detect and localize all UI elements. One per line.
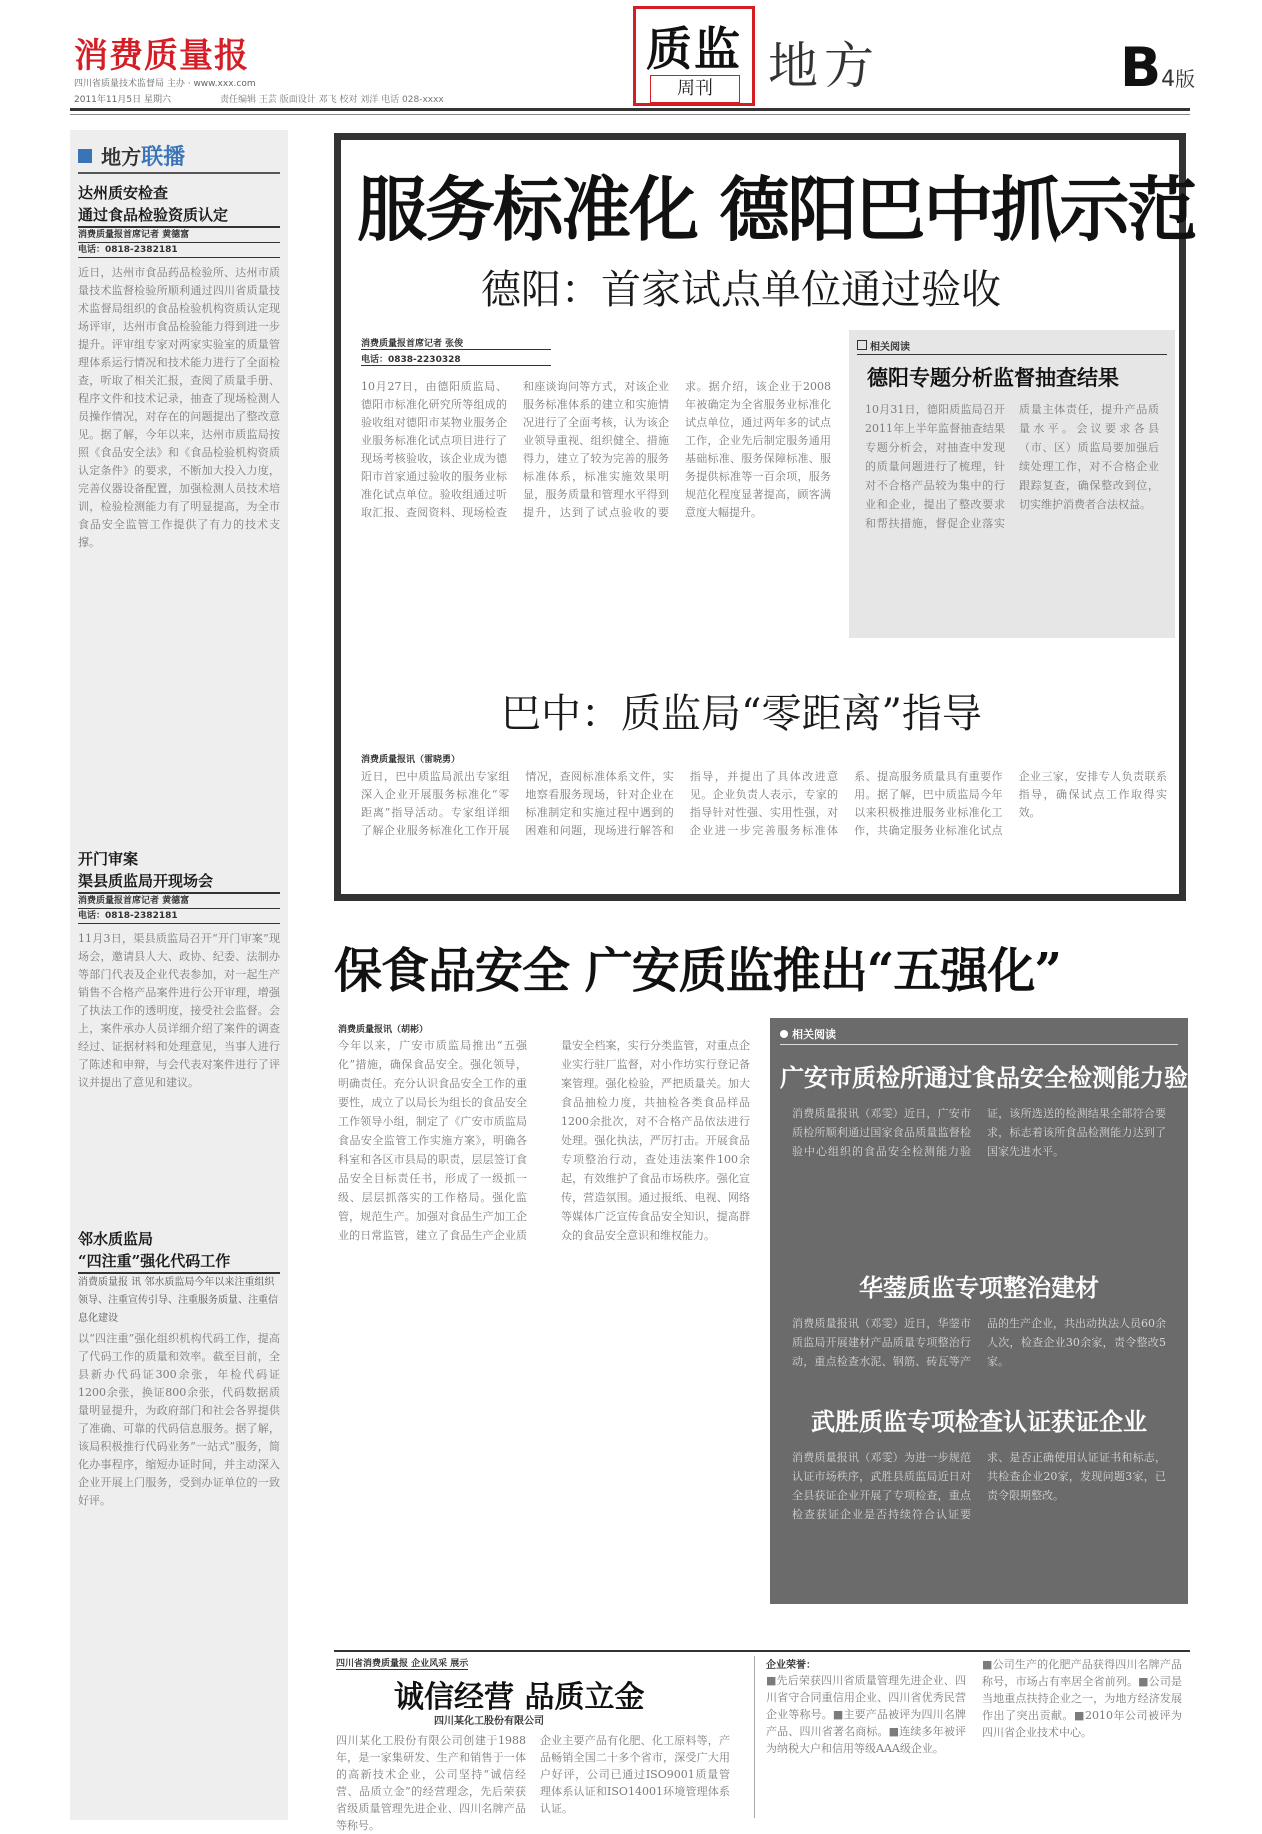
page-letter: B <box>1120 36 1162 99</box>
sidebar-title-a: 地方 <box>101 145 142 169</box>
main-story-frame <box>334 133 1196 901</box>
badge-sub-box <box>650 75 740 103</box>
sidebar-item-linshui <box>78 1228 280 1830</box>
sidebar-title-b: 联播 <box>141 144 186 170</box>
sidebar-title <box>78 140 185 171</box>
page-marker <box>1120 36 1195 99</box>
ad-col3: ■先后荣获四川省质量管理先进企业、四川省守合同重信用企业、四川省优秀民营企业等称号。■主要产品被评为四川名牌产品、四川省著名商标。■连续多年被评为纳税大户和信用等级AAA级企业。 <box>766 1674 966 1755</box>
sidebar-item-org: 达州质安检查 <box>78 184 169 202</box>
nav-line: 责任编辑 王芸 版面设计 邓飞 校对 刘洋 电话 028-xxxx <box>220 95 444 105</box>
guangan-related-box <box>770 1018 1212 1604</box>
page-num: 4 <box>1161 67 1176 92</box>
related-item-body: 消费质量报讯（邓雯）为进一步规范认证市场秩序，武胜县质监局近日对全县获证企业开展了专项检查，重点检查获证企业是否持续符合认证要求、是否正确使用认证证书和标志，共检查企业20家，发现问题3家，已责令限期整改。 <box>792 1451 1166 1521</box>
sidebar-item-body: 近日，达州市食品药品检验所、达州市质量技术监督检验所顺利通过四川省质量技术监督局组织的食品检验机构资质认定现场评审，达州市食品检验能力得到进一步提升。评审组专家对两家实验室的质量管理体系运行情况和技术能力进行了全面检查，听取了相关汇报，查阅了质量手册、程序文件和技术记录，抽查了现场检测人员操作情况，对存在的问题提出了整改意见。据了解，今年以来，达州市质监局按照《食品安全法》和《食品检验机构资质认定条件》的要求，不断加大投入力度，完善仪器设备配置，加强检测人员技术培训，检验检测能力有了明显提高，为全市食品安全监管工作提供了有力的技术支撑。 <box>78 266 280 549</box>
date-line: 2011年11月5日 星期六 <box>74 95 171 105</box>
sidebar-item-headline: “四注重”强化代码工作 <box>78 1250 280 1274</box>
deyang-related-box <box>849 330 1175 638</box>
related-item-body: 消费质量报讯（邓雯）近日，华蓥市质监局开展建材产品质量专项整治行动，重点检查水泥、钢筋、砖瓦等产品的生产企业，共出动执法人员60余人次，检查企业30余家，责令整改5家。 <box>792 1317 1166 1368</box>
related-item-headline: 广安市质检所通过食品安全检测能力验证 <box>780 1063 1212 1092</box>
sidebar <box>70 130 288 1820</box>
ad-top-line: 四川省消费质量报 企业风采 展示 <box>336 1656 468 1670</box>
deyang-box-tag: 相关阅读 <box>857 338 910 353</box>
sidebar-item-body: 11月3日，渠县质监局召开“开门审案”现场会，邀请县人大、政协、纪委、法制办等部门代表及企业代表参加，对一起生产销售不合格产品案件进行公开审理，增强了执法工作的透明度，接受社会监督。会上，案件承办人员详细介绍了案件的调查经过、证据材料和处理意见，当事人进行了陈述和申辩，与会代表对案件进行了评议并提出了意见和建议。 <box>78 932 280 1089</box>
sidebar-item-tel: 电话：0818-2382181 <box>78 243 280 258</box>
section-name: 地方 <box>768 37 880 95</box>
sidebar-item-tel: 电话：0818-2382181 <box>78 909 280 924</box>
ad-block <box>334 1650 1190 1832</box>
page-unit: 版 <box>1175 67 1196 91</box>
ad-col1: 四川某化工股份有限公司创建于1988年，是一家集研发、生产和销售于一体的高新技术企业，公司坚持“诚信经营、品质立金”的经营理念，先后荣获省级质量管理先进企业、四川名牌产品等称号。 <box>336 1734 526 1832</box>
bazhong-body: 近日，巴中质监局派出专家组深入企业开展服务标准化“零距离”指导活动。专家组详细了解企业服务标准化工作开展情况，查阅标准体系文件，实地察看服务现场，针对企业在标准制定和实施过程中遇到的困难和问题，现场进行解答和指导，并提出了具体改进意见。企业负责人表示，专家的指导针对性强、实用性强，对企业进一步完善服务标准体系、提高服务质量具有重要作用。据了解，巴中质监局今年以来积极推进服务业标准化工作，共确定服务业标准化试点企业三家，安排专人负责联系指导，确保试点工作取得实效。 <box>361 770 1167 837</box>
sidebar-item-body: 以“四注重”强化组织机构代码工作，提高了代码工作的质量和效率。截至目前，全县新办代码证300余张，年检代码证1200余张，换证800余张，代码数据质量明显提升，为政府部门和社会各界提供了准确、可靠的代码信息服务。据了解，该局积极推行代码业务“一站式”服务，简化办事程序，缩短办证时间，并主动深入企业开展上门服务，受到办证单位的一致好评。 <box>78 1332 280 1507</box>
ad-company: 四川某化工股份有限公司 <box>434 1716 544 1727</box>
related-item-body: 消费质量报讯（邓雯）近日，广安市质检所顺利通过国家食品质量监督检验中心组织的食品安全检测能力验证，该所选送的检测结果全部符合要求，标志着该所食品检测能力达到了国家先进水平。 <box>792 1107 1166 1158</box>
deyang-tel: 电话：0838-2230328 <box>361 352 551 366</box>
sidebar-item-byline: 消费质量报 讯 邻水质监局今年以来注重组织领导、注重宣传引导、注重服务质量、注重信息化建设 <box>78 1277 278 1324</box>
masthead <box>70 0 1196 120</box>
sidebar-square-icon <box>78 149 92 163</box>
sidebar-item-headline: 渠县质监局开现场会 <box>78 870 280 894</box>
deyang-box-body: 10月31日，德阳质监局召开2011年上半年监督抽查结果专题分析会，对抽查中发现的质量问题进行了梳理，针对不合格产品较为集中的行业和企业，提出了整改要求和帮扶措施，督促企业落实质量主体责任，提升产品质量水平。会议要求各县（市、区）质监局要加强后续处理工作，对不合格企业跟踪复查，确保整改到位，切实维护消费者合法权益。 <box>865 403 1159 530</box>
deyang-body: 10月27日，由德阳质监局、德阳市标准化研究所等组成的验收组对德阳市某物业服务企业服务标准化试点项目进行了现场考核验收，该企业成为德阳市首家通过验收的服务业标准化试点单位。验收组通过听取汇报、查阅资料、现场检查和座谈询问等方式，对该企业服务标准体系的建立和实施情况进行了全面考核，认为该企业领导重视、组织健全、措施得力，建立了较为完善的服务标准体系，标准实施效果明显，服务质量和管理水平得到提升，达到了试点验收的要求。据介绍，该企业于2008年被确定为全省服务业标准化试点单位，通过两年多的试点工作，企业先后制定服务通用基础标准、服务保障标准、服务提供标准等一百余项，服务规范化程度显著提高，顾客满意度大幅提升。 <box>361 380 831 519</box>
guangan-body: 今年以来，广安市质监局推出“五强化”措施，确保食品安全。强化领导，明确责任。充分认识食品安全工作的重要性，成立了以局长为组长的食品安全工作领导小组，制定了《广安市质监局食品安全监管工作实施方案》，明确各科室和各区市县局的职责，层层签订食品安全目标责任书，形成了一级抓一级、层层抓落实的工作格局。强化监管，规范生产。加强对食品生产加工企业的日常监管，建立了食品生产企业质量安全档案，实行分类监管，对重点企业实行驻厂监督，对小作坊实行登记备案管理。强化检验，严把质量关。加大食品抽检力度，共抽检各类食品样品1200余批次，对不合格产品依法进行处理。强化执法，严厉打击。开展食品专项整治行动，查处违法案件100余起，有效维护了食品市场秩序。强化宣传，营造氛围。通过报纸、电视、网络等媒体广泛宣传食品安全知识，提高群众的食品安全意识和维权能力。 <box>338 1039 750 1242</box>
deyang-box-headline: 德阳专题分析监督抽查结果 <box>867 366 1119 390</box>
sidebar-item-byline: 消费质量报首席记者 黄德富 <box>78 228 280 243</box>
sidebar-item-byline: 消费质量报首席记者 黄德富 <box>78 894 280 909</box>
main-headline: 服务标准化 德阳巴中抓示范 <box>357 169 1196 251</box>
deyang-subhead: 德阳：首家试点单位通过验收 <box>481 267 1001 313</box>
related-item-headline: 华蓥质监专项整治建材 <box>859 1273 1099 1302</box>
guangan-box-tag: 相关阅读 <box>780 1026 836 1042</box>
sidebar-title-rule <box>78 172 280 174</box>
paper-name: 消费质量报 <box>74 36 249 76</box>
bazhong-byline: 消费质量报讯（雷晓勇） <box>361 755 461 765</box>
ad-divider <box>754 1656 755 1818</box>
ad-col2: 企业主要产品有化肥、化工原料等，产品畅销全国二十多个省市，深受广大用户好评，公司已通过ISO9001质量管理体系认证和ISO14001环境管理体系认证。 <box>540 1734 730 1815</box>
badge <box>633 6 755 106</box>
masthead-rule <box>70 108 1190 111</box>
checkbox-icon <box>857 340 867 350</box>
badge-sub: 周刊 <box>677 78 713 99</box>
sidebar-item-headline: 通过食品检验资质认定 <box>78 204 280 228</box>
ad-col3-title: 企业荣誉： <box>766 1660 816 1671</box>
guangan-box-tag-rule <box>780 1044 1178 1045</box>
guangan-headline: 保食品安全 广安质监推出“五强化” <box>334 943 1061 999</box>
sidebar-item-quxian <box>78 848 280 1188</box>
badge-title: 质监 <box>646 22 742 76</box>
bullet-icon <box>780 1030 788 1038</box>
deyang-byline: 消费质量报首席记者 张俊 <box>361 336 551 350</box>
ad-headline: 诚信经营 品质立金 <box>394 1680 645 1715</box>
sidebar-item-org: 邻水质监局 <box>78 1230 154 1248</box>
ad-col4: ■公司生产的化肥产品获得四川名牌产品称号，市场占有率居全省前列。■公司是当地重点扶持企业之一，为地方经济发展作出了突出贡献。■2010年公司被评为四川省企业技术中心。 <box>982 1658 1182 1739</box>
guangan-byline: 消费质量报讯（胡彬） <box>338 1025 429 1035</box>
bazhong-subhead: 巴中：质监局“零距离”指导 <box>501 691 982 737</box>
deyang-box-tag-rule <box>857 354 1167 355</box>
sidebar-item-org: 开门审案 <box>78 850 139 868</box>
paper-sub: 四川省质量技术监督局 主办 · www.xxx.com <box>74 79 256 89</box>
masthead-rule-thin <box>70 114 1190 115</box>
related-item-headline: 武胜质监专项检查认证获证企业 <box>811 1407 1147 1436</box>
sidebar-item-dazhou <box>78 182 280 812</box>
